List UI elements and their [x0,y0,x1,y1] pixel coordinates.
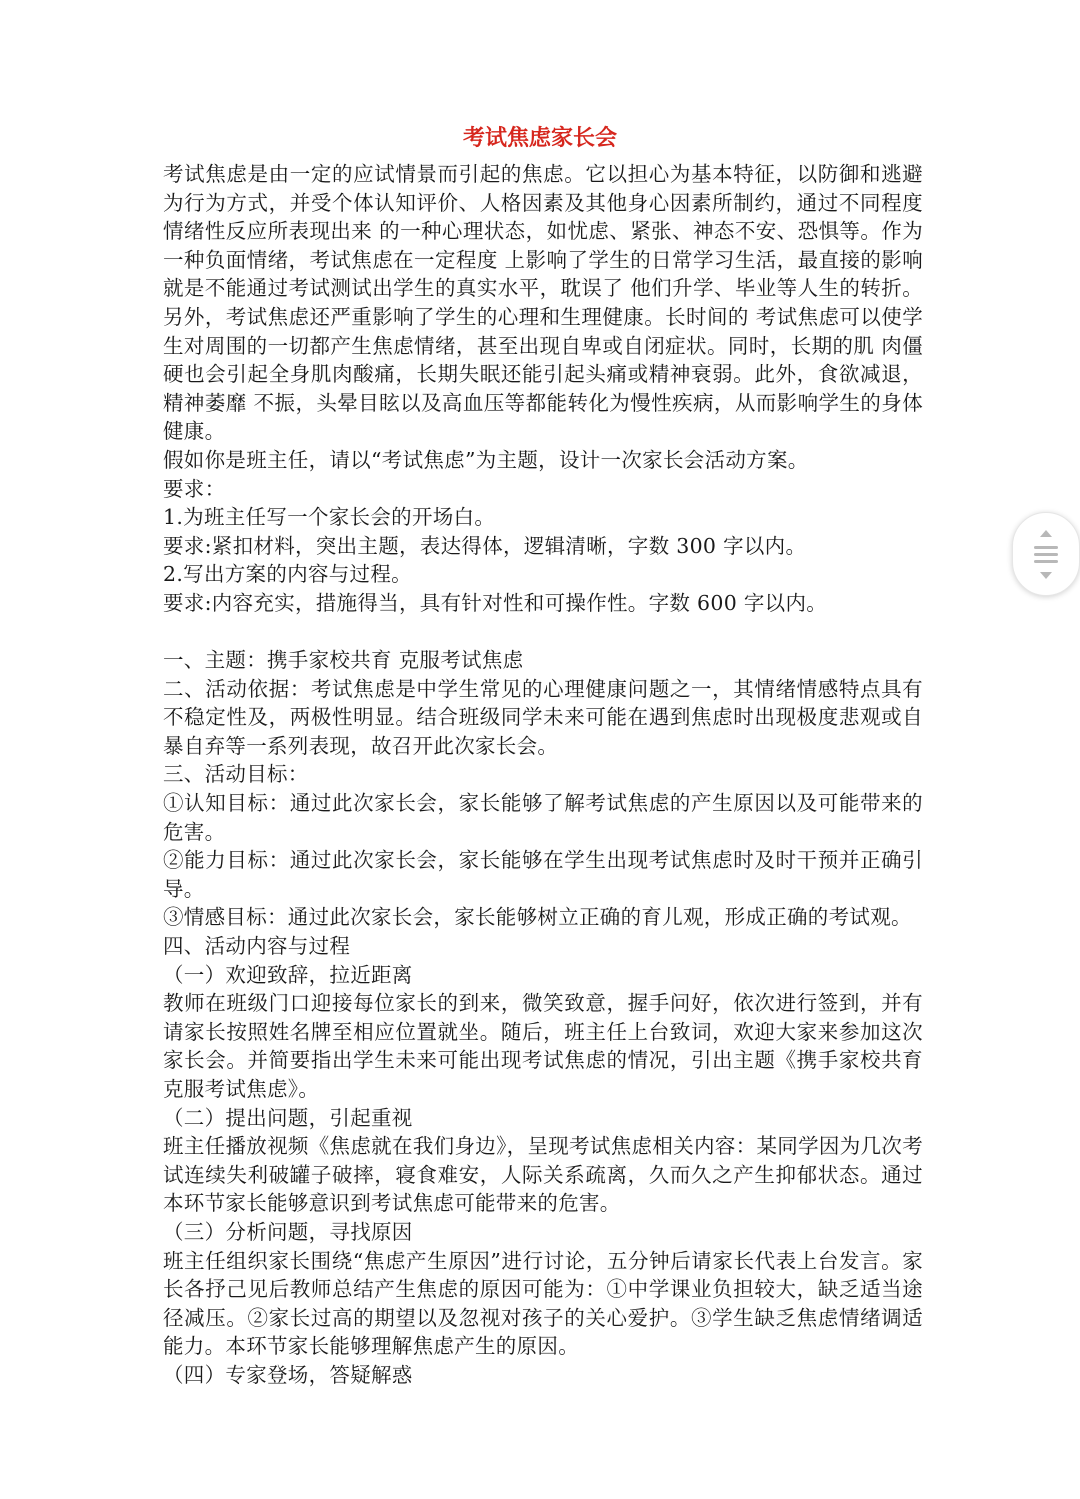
paragraph-step-1-body: 教师在班级门口迎接每位家长的到来，微笑致意，握手问好，依次进行签到，并有请家长按照姓名牌至相应位置就坐。随后，班主任上台致词，欢迎大家来参加这次家长会。并简要指出学生未来可能出现考试焦虑的情况，引出主题《携手家校共育 克服考试焦虑》。 [163,991,923,1101]
menu-line-icon [1034,553,1058,556]
paragraph-step-2-body: 班主任播放视频《焦虑就在我们身边》，呈现考试焦虑相关内容：某同学因为几次考试连续失利破罐子破摔，寝食难安，人际关系疏离，久而久之产生抑郁状态。通过本环节家长能够意识到考试焦虑可能带来的危害。 [163,1134,923,1216]
paragraph-step-1-heading: （一）欢迎致辞，拉近距离 [163,962,413,987]
paragraph-theme: 一、主题：携手家校共育 克服考试焦虑 [163,648,524,673]
document-body [163,160,923,1390]
blank-line [163,618,923,647]
paragraph-step-4-heading: （四）专家登场，答疑解惑 [163,1362,413,1387]
paragraph-goals-heading: 三、活动目标： [163,762,309,787]
menu-line-icon [1034,560,1058,563]
paragraph-step-3-heading: （三）分析问题，寻找原因 [163,1219,413,1244]
paragraph-step-2-heading: （二）提出问题，引起重视 [163,1105,413,1130]
paragraph-requirement-2-detail: 要求:内容充实，措施得当，具有针对性和可操作性。字数 600 字以内。 [163,590,828,615]
paragraph-process-heading: 四、活动内容与过程 [163,934,351,959]
paragraph-requirement-1-detail: 要求:紧扣材料，突出主题，表达得体，逻辑清晰，字数 300 字以内。 [163,533,807,558]
paragraph-goal-emotion: ③情感目标：通过此次家长会，家长能够树立正确的育儿观，形成正确的考试观。 [163,905,912,930]
chevron-down-icon [1040,572,1052,579]
menu-line-icon [1034,546,1058,549]
scroll-handle[interactable] [1012,512,1080,596]
paragraph-requirement-2: 2.写出方案的内容与过程。 [163,562,412,587]
paragraph-intro: 考试焦虑是由一定的应试情景而引起的焦虑。它以担心为基本特征，以防御和逃避为行为方式，并受个体认知评价、人格因素及其他身心因素所制约，通过不同程度情绪性反应所表现出来 的一种心理状态，如忧虑、紧张、神态不安、恐惧等。作为一种负面情绪，考试焦虑在一定程度 上影响了学生的日常学习生活，最直接的影响就是不能通过考试测试出学生的真实水平，耽误了 他们升学、毕业等人生的转折。另外，考试焦虑还严重影响了学生的心理和生理健康。长时间的 考试焦虑可以使学生对周围的一切都产生焦虑情绪，甚至出现自卑或自闭症状。同时，长期的肌 肉僵硬也会引起全身肌肉酸痛，长期失眠还能引起头痛或精神衰弱。此外，食欲减退，精神萎靡 不振，头晕目眩以及高血压等都能转化为慢性疾病，从而影响学生的身体健康。 [163,162,923,444]
document-title: 考试焦虑家长会 [462,125,617,151]
paragraph-requirements-heading: 要求： [163,476,226,501]
paragraph-basis: 二、活动依据：考试焦虑是中学生常见的心理健康问题之一，其情绪情感特点具有不稳定性及，两极性明显。结合班级同学未来可能在遇到焦虑时出现极度悲观或自暴自弃等一系列表现，故召开此次家长会。 [163,676,923,758]
paragraph-goal-cognitive: ①认知目标：通过此次家长会，家长能够了解考试焦虑的产生原因以及可能带来的危害。 [163,791,923,844]
paragraph-requirement-1: 1.为班主任写一个家长会的开场白。 [163,505,496,530]
paragraph-step-3-body: 班主任组织家长围绕“焦虑产生原因”进行讨论，五分钟后请家长代表上台发言。家长各抒己见后教师总结产生焦虑的原因可能为：①中学课业负担较大，缺乏适当途径减压。②家长过高的期望以及忽视对孩子的关心爱护。③学生缺乏焦虑情绪调适能力。本环节家长能够理解焦虑产生的原因。 [163,1248,923,1359]
chevron-up-icon [1040,530,1052,537]
paragraph-goal-ability: ②能力目标：通过此次家长会，家长能够在学生出现考试焦虑时及时干预并正确引导。 [163,848,923,901]
paragraph-task: 假如你是班主任，请以“考试焦虑”为主题，设计一次家长会活动方案。 [163,447,809,472]
